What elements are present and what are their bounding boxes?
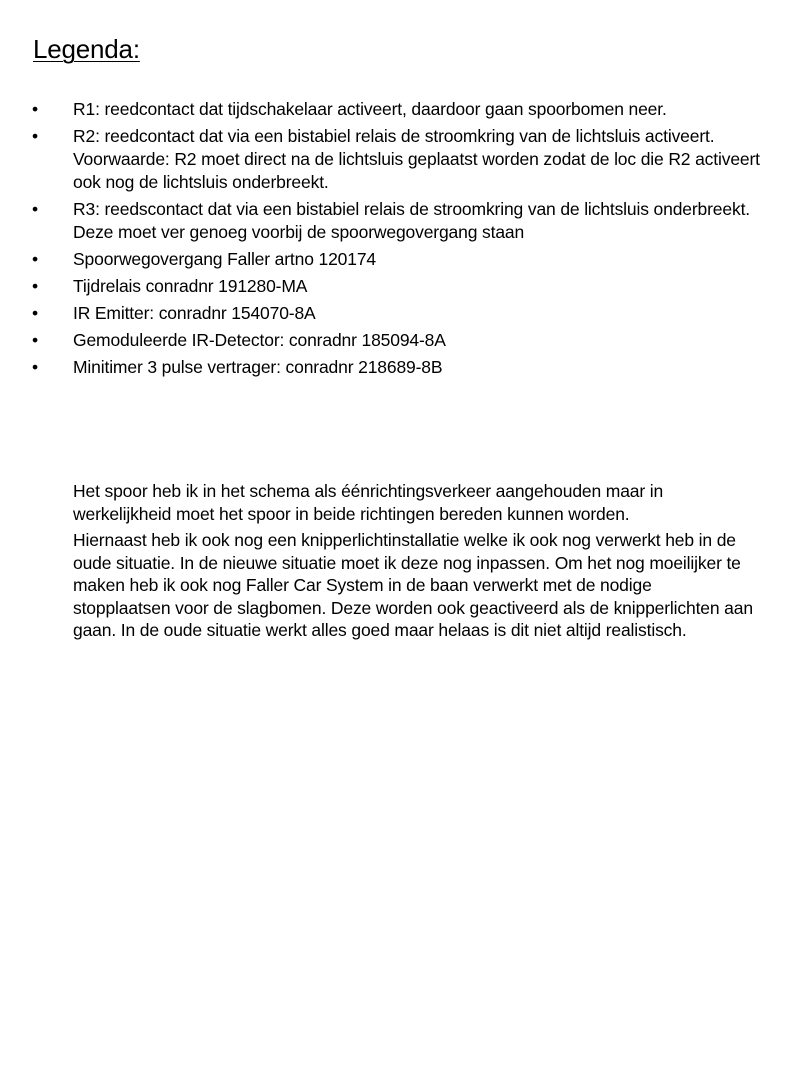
legend-item-railroad-crossing — [0, 248, 760, 271]
legend-item-text: R3: reedscontact dat via een bistabiel relais de stroomkring van de lichtsluis onderbreekt. Deze moet ver genoeg voorbij de spoorwegovergang staan — [73, 199, 750, 242]
bullet-icon: • — [32, 357, 38, 377]
bullet-icon: • — [32, 199, 38, 219]
legend-item-text: IR Emitter: conradnr 154070-8A — [73, 303, 316, 323]
bullet-icon: • — [32, 249, 38, 269]
legend-item-text: Tijdrelais conradnr 191280-MA — [73, 276, 308, 296]
legend-item-time-relay — [0, 275, 760, 298]
bullet-icon: • — [32, 126, 38, 146]
legend-item-ir-emitter — [0, 302, 760, 325]
legend-title: Legenda: — [33, 34, 140, 64]
notes-section — [73, 480, 753, 646]
legend-item-r1 — [0, 98, 760, 121]
legend-item-text: Gemoduleerde IR-Detector: conradnr 185094-8A — [73, 330, 446, 350]
legend-list — [0, 98, 760, 383]
legend-item-ir-detector — [0, 329, 760, 352]
legend-item-text: Minitimer 3 pulse vertrager: conradnr 218689-8B — [73, 357, 443, 377]
legend-item-text: Spoorwegovergang Faller artno 120174 — [73, 249, 377, 269]
legend-item-text: R1: reedcontact dat tijdschakelaar activeert, daardoor gaan spoorbomen neer. — [73, 99, 667, 119]
bullet-icon: • — [32, 330, 38, 350]
legend-item-r3 — [0, 198, 760, 244]
bullet-icon: • — [32, 99, 38, 119]
bullet-icon: • — [32, 276, 38, 296]
note-paragraph-flashing-lights: Hiernaast heb ik ook nog een knipperlichtinstallatie welke ik ook nog verwerkt heb in de oude situatie. In de nieuwe situatie moet ik deze nog inpassen. Om het nog moeilijker te maken heb ik ook nog Faller Car System in de baan verwerkt met de nodige stopplaatsen voor de slagbomen. Deze worden ook geactiveerd als de knipperlichten aan gaan. In de oude situatie werkt alles goed maar helaas is dit niet altijd realistisch. — [73, 530, 753, 640]
bullet-icon: • — [32, 303, 38, 323]
legend-item-r2 — [0, 125, 760, 194]
legend-item-text: R2: reedcontact dat via een bistabiel relais de stroomkring van de lichtsluis activeert. Voorwaarde: R2 moet direct na de lichtsluis geplaatst worden zodat de loc die R2 activeert ook nog de lichtsluis onderbreekt. — [73, 126, 760, 192]
note-paragraph-track-direction: Het spoor heb ik in het schema als éénrichtingsverkeer aangehouden maar in werkelijkheid moet het spoor in beide richtingen bereden kunnen worden. — [73, 481, 664, 524]
legend-item-minitimer — [0, 356, 760, 379]
